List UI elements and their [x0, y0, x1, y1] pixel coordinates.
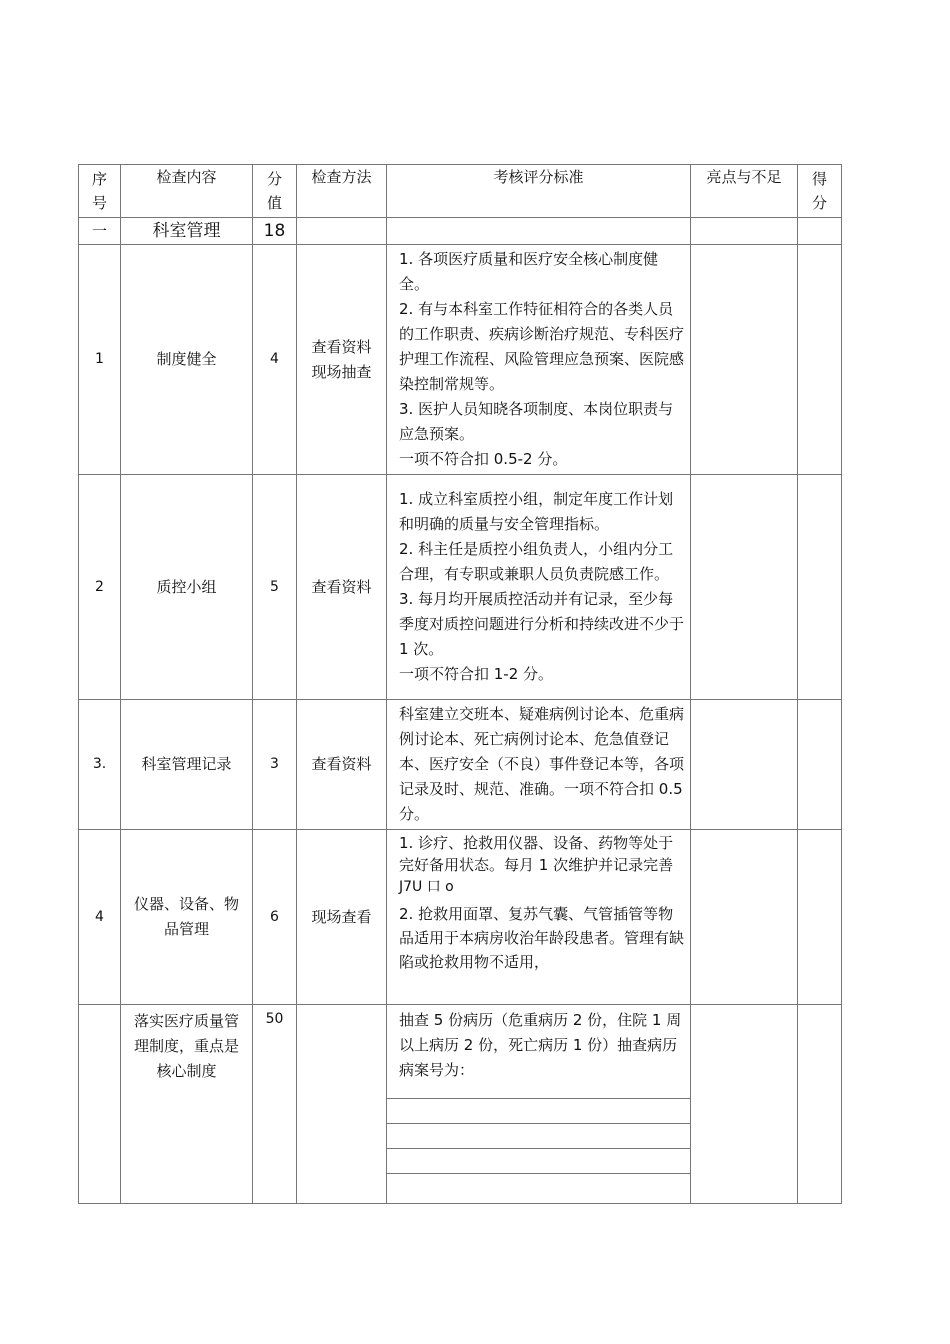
row-got-cell — [798, 475, 842, 700]
case-number-lines — [387, 1098, 690, 1203]
case-number-blank[interactable] — [387, 1099, 690, 1124]
section2-standard-cell — [387, 1005, 691, 1204]
section-got-cell — [798, 218, 842, 245]
header-got: 得分 — [798, 165, 842, 218]
case-number-blank[interactable] — [387, 1124, 690, 1149]
standard-item: 1. 成立科室质控小组，制定年度工作计划和明确的质量与安全管理指标。 — [399, 490, 674, 533]
row-method: 查看资料现场抽查 — [297, 245, 387, 475]
section-score: 18 — [253, 218, 297, 245]
row-got-cell — [798, 700, 842, 830]
header-method: 检查方法 — [297, 165, 387, 218]
case-number-blank[interactable] — [387, 1174, 690, 1204]
section-row-management — [79, 218, 842, 245]
row-standard — [387, 245, 691, 475]
standard-note: J7U 口 o — [399, 879, 454, 895]
standard-item: 2. 抢救用面罩、复苏气囊、气管插管等物品适用于本病房收治年龄段患者。管理有缺陷或抢救用物不适用， — [399, 905, 685, 971]
standard-item: 2. 科主任是质控小组负责人，小组内分工合理，有专职或兼职人员负责院感工作。 — [399, 540, 674, 583]
row-highlights-cell — [691, 700, 798, 830]
standard-item: 1. 各项医疗质量和医疗安全核心制度健全。 — [399, 250, 659, 293]
evaluation-table — [78, 164, 842, 1204]
section2-seq-cell — [79, 1005, 121, 1204]
standard-deduction: 一项不符合扣 0.5-2 分。 — [399, 450, 568, 468]
section2-got-cell — [798, 1005, 842, 1204]
section-seq: 一 — [79, 218, 121, 245]
section-method-cell — [297, 218, 387, 245]
standard-item: 1. 诊疗、抢救用仪器、设备、药物等处于完好备用状态。每月 1 次维护并记录完善 — [399, 834, 674, 874]
section2-highlights-cell — [691, 1005, 798, 1204]
standard-item: 2. 有与本科室工作特征相符合的各类人员的工作职责、疾病诊断治疗规范、专科医疗护理工作流程、风险管理应急预案、医院感染控制常规等。 — [399, 300, 685, 393]
row-highlights-cell — [691, 245, 798, 475]
standard-item: 科室建立交班本、疑难病例讨论本、危重病例讨论本、死亡病例讨论本、危急值登记本、医疗安全（不良）事件登记本等，各项记录及时、规范、准确。一项不符合扣 0.5 分。 — [399, 705, 685, 823]
section-standard-cell — [387, 218, 691, 245]
standard-item: 3. 每月均开展质控活动并有记录，至少每季度对质控问题进行分析和持续改进不少于 1 次。 — [399, 590, 685, 658]
row-seq: 3. — [79, 700, 121, 830]
row-score: 3 — [253, 700, 297, 830]
case-number-blank[interactable] — [387, 1149, 690, 1174]
row-highlights-cell — [691, 830, 798, 1005]
row-score: 4 — [253, 245, 297, 475]
evaluation-sheet — [78, 164, 842, 1204]
row-got-cell — [798, 245, 842, 475]
standard-deduction: 一项不符合扣 1-2 分。 — [399, 665, 554, 683]
row-standard — [387, 475, 691, 700]
section2-content: 落实医疗质量管理制度，重点是核心制度 — [121, 1005, 253, 1204]
row-got-cell — [798, 830, 842, 1005]
section2-score: 50 — [253, 1005, 297, 1204]
header-highlights: 亮点与不足 — [691, 165, 798, 218]
table-row — [79, 700, 842, 830]
header-standard: 考核评分标准 — [387, 165, 691, 218]
header-content: 检查内容 — [121, 165, 253, 218]
section2-standard: 抽查 5 份病历（危重病历 2 份，住院 1 周以上病历 2 份，死亡病历 1 份）抽查病历病案号为： — [399, 1011, 682, 1079]
table-row — [79, 475, 842, 700]
standard-item: 3. 医护人员知晓各项制度、本岗位职责与应急预案。 — [399, 400, 674, 443]
row-content: 科室管理记录 — [121, 700, 253, 830]
section-highlights-cell — [691, 218, 798, 245]
row-method: 现场查看 — [297, 830, 387, 1005]
row-method: 查看资料 — [297, 475, 387, 700]
table-header-row — [79, 165, 842, 218]
row-content: 制度健全 — [121, 245, 253, 475]
header-seq: 序号 — [79, 165, 121, 218]
header-score: 分值 — [253, 165, 297, 218]
row-highlights-cell — [691, 475, 798, 700]
row-content: 质控小组 — [121, 475, 253, 700]
row-method: 查看资料 — [297, 700, 387, 830]
row-standard — [387, 700, 691, 830]
row-score: 6 — [253, 830, 297, 1005]
row-content: 仪器、设备、物品管理 — [121, 830, 253, 1005]
section-row-core-system — [79, 1005, 842, 1204]
row-seq: 1 — [79, 245, 121, 475]
table-row — [79, 830, 842, 1005]
table-row — [79, 245, 842, 475]
section-title: 科室管理 — [121, 218, 253, 245]
row-standard — [387, 830, 691, 1005]
row-seq: 2 — [79, 475, 121, 700]
row-score: 5 — [253, 475, 297, 700]
row-seq: 4 — [79, 830, 121, 1005]
section2-method-cell — [297, 1005, 387, 1204]
